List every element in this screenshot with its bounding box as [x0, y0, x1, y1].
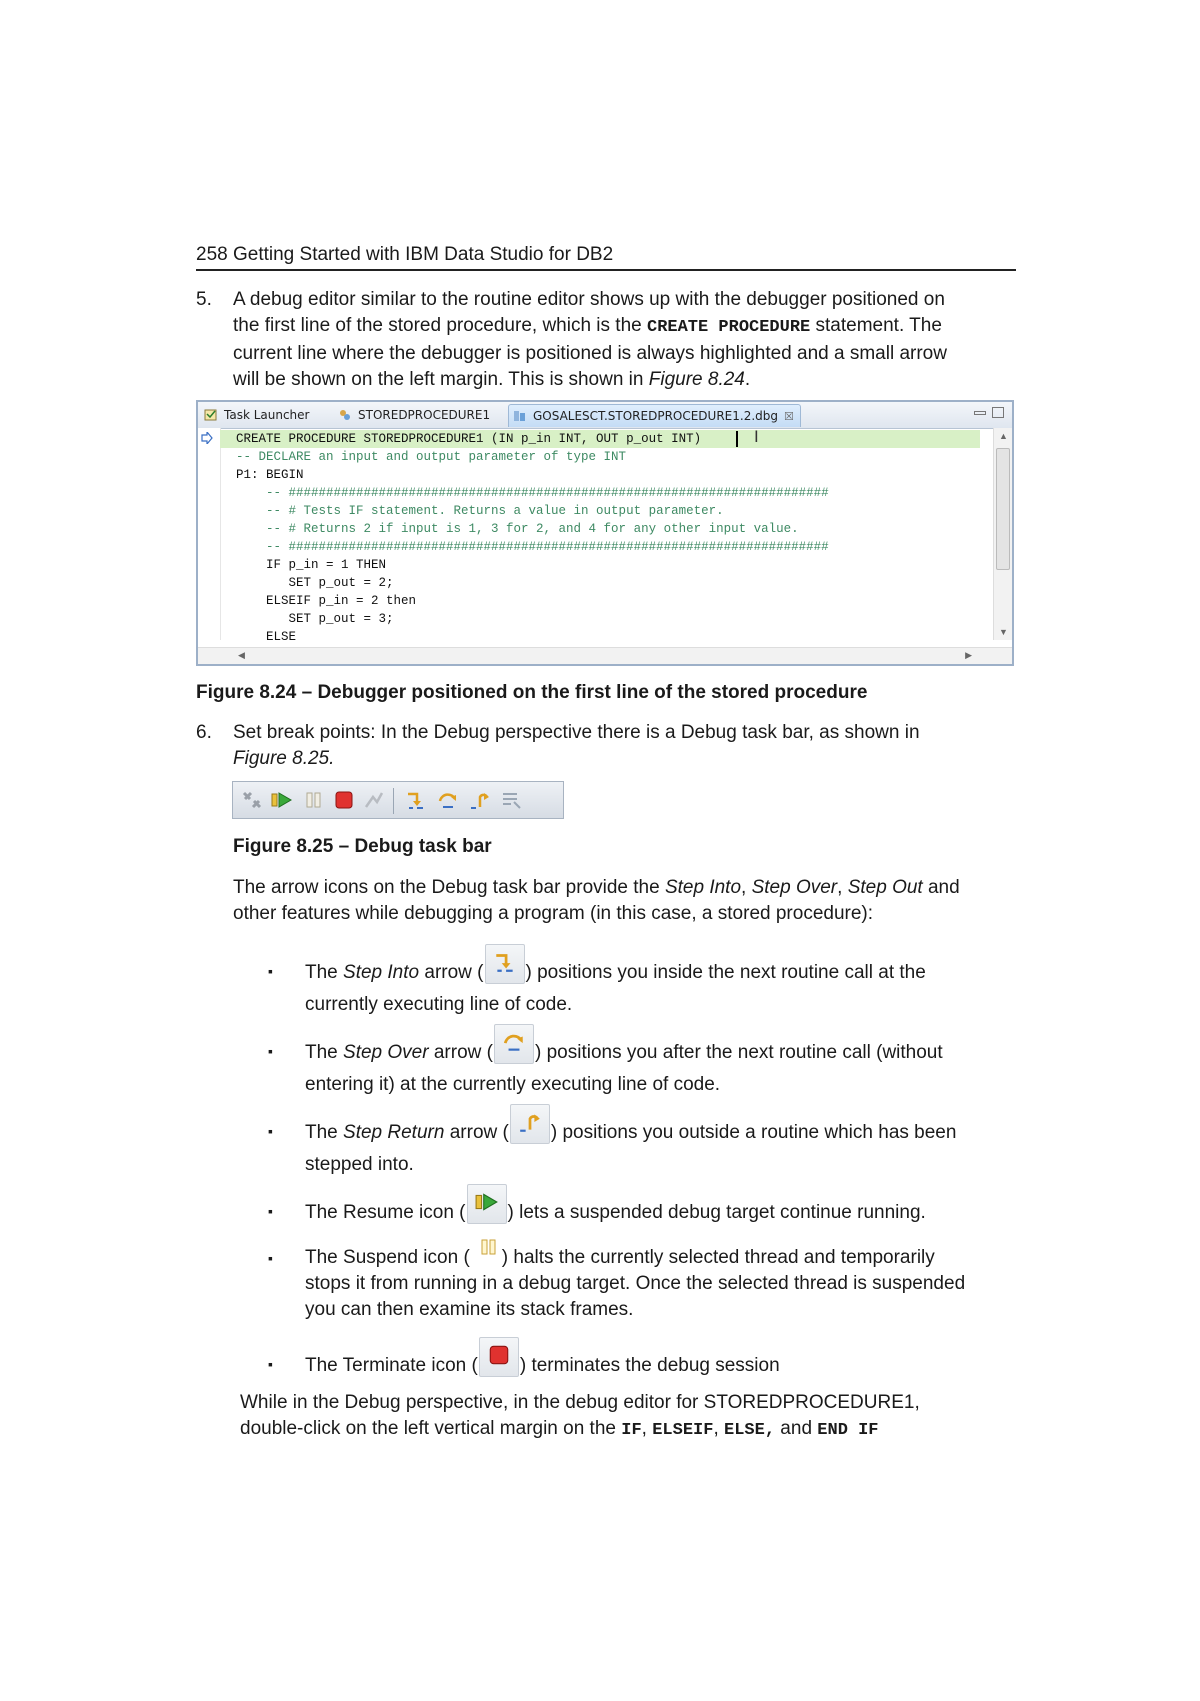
text-run: , — [837, 877, 848, 898]
ibeam-cursor-icon: I — [754, 428, 759, 446]
step-return-icon[interactable] — [469, 789, 491, 811]
debug-task-bar — [232, 781, 564, 819]
step-return-icon — [510, 1104, 550, 1144]
term: Step Over — [751, 877, 838, 898]
code-keyword: IF — [621, 1421, 642, 1440]
editor-gutter[interactable] — [198, 428, 221, 640]
bullet-marker: ▪ — [268, 1123, 273, 1139]
text-run: The — [305, 1122, 344, 1143]
list-item-line: currently executing line of code. — [305, 994, 573, 1015]
code-line: -- # Tests IF statement. Returns a value in output parameter. — [236, 504, 724, 518]
bullet-marker: ▪ — [268, 1250, 273, 1266]
list-item-line — [305, 1024, 1025, 1064]
scroll-right-icon[interactable]: ▶ — [965, 650, 972, 660]
list-item-line — [305, 1337, 1025, 1377]
figure-reference: Figure 8.24 — [648, 369, 745, 390]
text-run: The — [305, 1042, 344, 1063]
code-line: CREATE PROCEDURE STOREDPROCEDURE1 (IN p_in INT, OUT p_out INT) — [236, 432, 702, 446]
step-5-line — [233, 313, 1013, 341]
text-run: ) terminates the debug session — [519, 1355, 780, 1376]
code-area[interactable] — [198, 428, 1012, 640]
list-item-line — [305, 944, 1025, 984]
tab-label: STOREDPROCEDURE1 — [358, 408, 491, 422]
tab-label: Task Launcher — [224, 408, 310, 422]
step-5-line — [233, 367, 1013, 393]
text-run: the first line of the stored procedure, which is the — [233, 315, 647, 336]
task-launcher-icon — [204, 408, 218, 422]
term: Step Over — [343, 1042, 429, 1063]
minimize-icon[interactable] — [974, 411, 986, 415]
suspend-icon[interactable] — [303, 789, 325, 811]
scroll-up-icon[interactable]: ▲ — [999, 431, 1008, 441]
text-run: The Terminate icon ( — [305, 1355, 478, 1376]
use-step-filters-icon[interactable] — [501, 789, 523, 811]
closing-paragraph — [240, 1390, 1020, 1444]
list-item — [305, 944, 1025, 1018]
scroll-left-icon[interactable]: ◀ — [238, 650, 245, 660]
text-run: ) positions you inside the next routine call at the — [525, 962, 926, 983]
code-line: P1: BEGIN — [236, 468, 304, 482]
text-run: and — [775, 1418, 818, 1439]
list-item-line — [305, 1184, 1025, 1224]
intro-line: other features while debugging a program (in this case, a stored procedure): — [233, 903, 874, 924]
term: Step Into — [343, 962, 420, 983]
list-item-line: stepped into. — [305, 1154, 414, 1175]
list-item — [305, 1184, 1025, 1224]
scroll-down-icon[interactable]: ▼ — [999, 627, 1008, 637]
text-run: ) positions you outside a routine which has been — [550, 1122, 957, 1143]
code-line: ELSE — [236, 630, 297, 640]
tab-label: GOSALESCT.STOREDPROCEDURE1.2.dbg — [533, 409, 779, 423]
current-line-arrow-icon — [201, 432, 213, 444]
horizontal-scrollbar[interactable] — [198, 647, 1012, 664]
list-item-line — [305, 1104, 1025, 1144]
editor-tab-bar — [198, 402, 1012, 429]
list-item-line: entering it) at the currently executing line of code. — [305, 1074, 721, 1095]
text-run: double-click on the left vertical margin on the — [240, 1418, 622, 1439]
terminate-icon[interactable] — [333, 789, 355, 811]
closing-line: While in the Debug perspective, in the debug editor for STOREDPROCEDURE1, — [240, 1392, 920, 1413]
text-run: . — [744, 369, 751, 390]
code-keyword: ELSEIF — [652, 1421, 714, 1440]
code-line: -- # Returns 2 if input is 1, 3 for 2, and 4 for any other input value. — [236, 522, 799, 536]
code-keyword: END IF — [817, 1421, 879, 1440]
figure-caption: Figure 8.25 – Debug task bar — [233, 836, 492, 857]
text-run: ) positions you after the next routine call (without — [534, 1042, 943, 1063]
bullet-marker: ▪ — [268, 963, 273, 979]
drop-to-frame-icon[interactable] — [363, 789, 385, 811]
list-item — [305, 1104, 1025, 1178]
list-item-line: stops it from running in a debug target. Once the selected thread is suspended — [305, 1273, 966, 1294]
text-run: The Suspend icon ( — [305, 1247, 470, 1268]
code-line: SET p_out = 2; — [236, 576, 394, 590]
text-run: will be shown on the left margin. This is shown in — [233, 369, 649, 390]
code-line: -- ######################################################################## — [236, 486, 829, 500]
step-number: 6. — [196, 722, 212, 743]
tab-debug-file[interactable] — [508, 404, 801, 427]
scroll-thumb[interactable] — [996, 448, 1010, 570]
text-run: ) halts the currently selected thread and temporarily — [501, 1247, 935, 1268]
debug-editor-window — [196, 400, 1014, 666]
resume-icon[interactable] — [271, 789, 293, 811]
intro-paragraph — [233, 875, 1023, 927]
step-6-text — [233, 720, 1013, 772]
maximize-icon[interactable] — [992, 407, 1004, 418]
text-run: statement. The — [810, 315, 942, 336]
code-line: -- ######################################################################## — [236, 540, 829, 554]
close-icon[interactable]: ☒ — [784, 410, 794, 423]
code-line: SET p_out = 3; — [236, 612, 394, 626]
step-5-text — [233, 287, 1013, 393]
figure-caption: Figure 8.24 – Debugger positioned on the first line of the stored procedure — [196, 682, 868, 703]
step-5-line: A debug editor similar to the routine editor shows up with the debugger positioned on — [233, 289, 945, 310]
figure-reference: Figure 8.25. — [233, 748, 335, 769]
text-run: The arrow icons on the Debug task bar provide the — [233, 877, 665, 898]
text-cursor — [736, 431, 738, 447]
step-number: 5. — [196, 289, 212, 310]
term: Step Out — [847, 877, 923, 898]
code-keyword: CREATE PROCEDURE — [647, 318, 811, 337]
tab-storedprocedure1[interactable] — [334, 404, 496, 426]
list-item — [305, 1231, 1025, 1323]
step-5-line: current line where the debugger is positioned is always highlighted and a small arrow — [233, 343, 947, 364]
list-item-line — [305, 1231, 1025, 1271]
text-run: and — [922, 877, 960, 898]
code-line: -- DECLARE an input and output parameter of type INT — [236, 450, 627, 464]
resume-icon — [467, 1184, 507, 1224]
term: Step Into — [664, 877, 742, 898]
step-into-icon[interactable] — [405, 789, 427, 811]
list-item — [305, 1024, 1025, 1098]
bullet-marker: ▪ — [268, 1356, 273, 1372]
text-run: arrow ( — [428, 1042, 493, 1063]
bullet-marker: ▪ — [268, 1043, 273, 1059]
code-line: IF p_in = 1 THEN — [236, 558, 387, 572]
suspend-icon — [471, 1231, 501, 1269]
intro-line — [233, 875, 1023, 901]
text-run: arrow ( — [419, 962, 484, 983]
text-run: arrow ( — [444, 1122, 509, 1143]
step-into-icon — [485, 944, 525, 984]
code-keyword: ELSE, — [724, 1421, 776, 1440]
list-item-line: you can then examine its stack frames. — [305, 1299, 634, 1320]
text-run: The Resume icon ( — [305, 1202, 466, 1223]
text-run: ) lets a suspended debug target continue running. — [507, 1202, 926, 1223]
text-run: , — [741, 877, 752, 898]
text-run: , — [641, 1418, 653, 1439]
text-run: The — [305, 962, 344, 983]
term: Step Return — [343, 1122, 445, 1143]
vertical-scrollbar[interactable] — [993, 428, 1012, 640]
debug-file-icon — [513, 409, 527, 423]
bullet-marker: ▪ — [268, 1203, 273, 1219]
procedure-icon — [338, 408, 352, 422]
tab-task-launcher[interactable] — [200, 404, 315, 426]
toolbar-separator — [393, 788, 394, 814]
closing-line — [240, 1416, 1020, 1444]
running-head: 258 Getting Started with IBM Data Studio for DB2 — [196, 244, 614, 265]
text-run: , — [713, 1418, 725, 1439]
step-over-icon — [494, 1024, 534, 1064]
header-rule — [196, 269, 1016, 271]
list-item — [305, 1337, 1025, 1377]
code-line: ELSEIF p_in = 2 then — [236, 594, 417, 608]
step-over-icon[interactable] — [437, 789, 459, 811]
terminate-icon — [479, 1337, 519, 1377]
disconnect-icon[interactable] — [241, 789, 263, 811]
step-6-line: Set break points: In the Debug perspective there is a Debug task bar, as shown in — [233, 722, 920, 743]
